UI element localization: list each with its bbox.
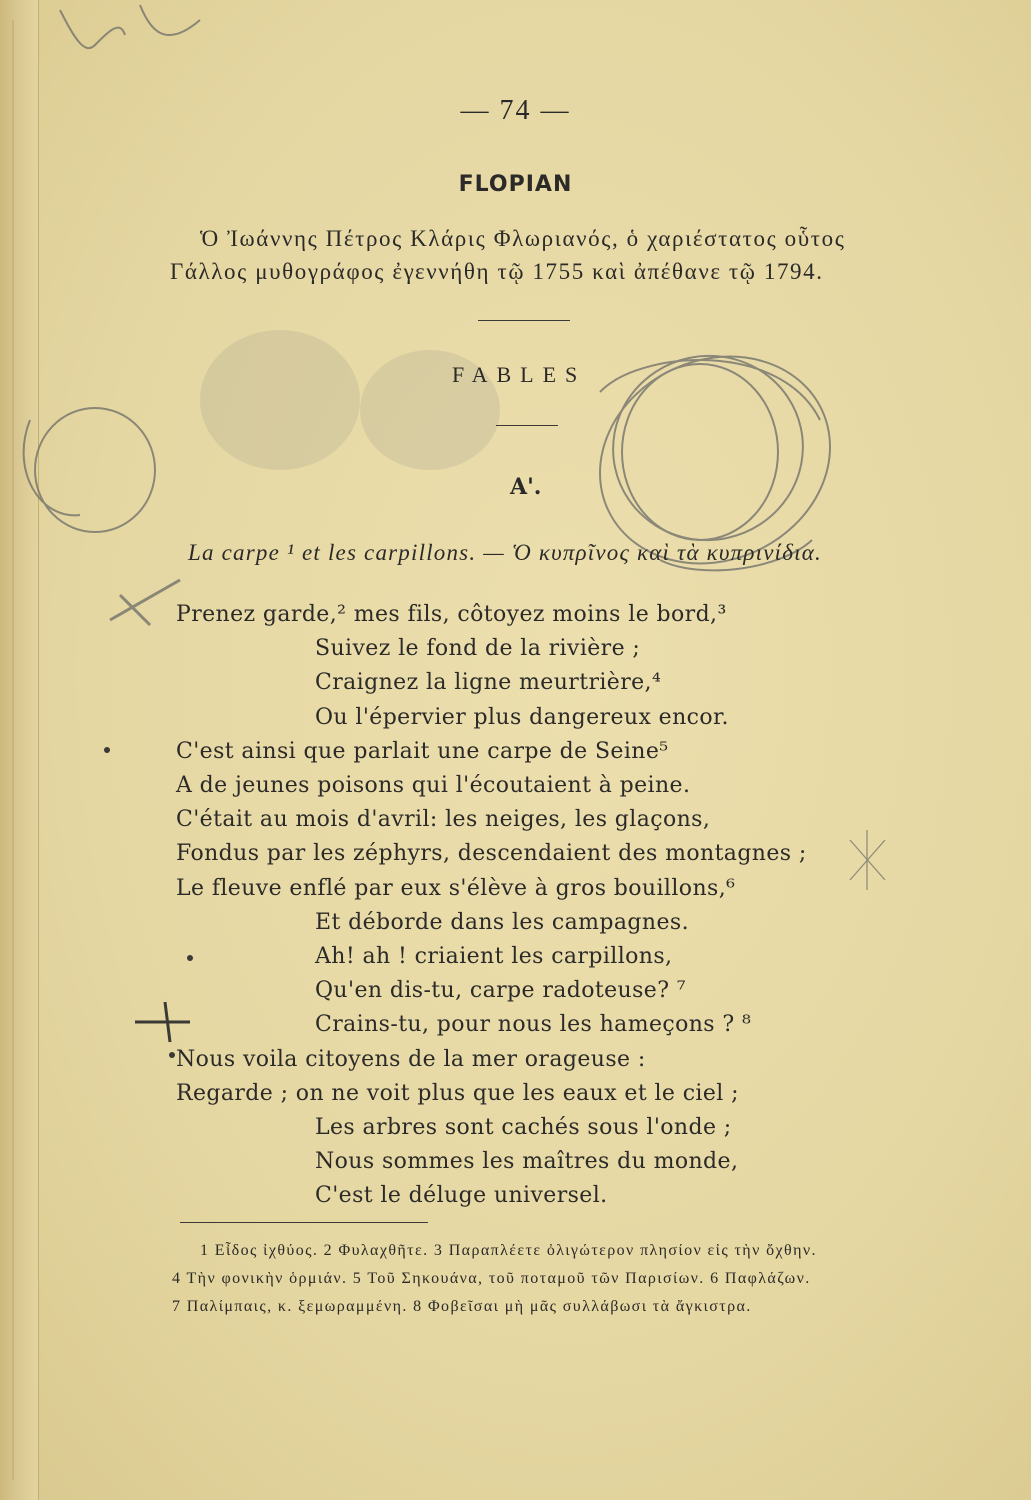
poem-line: Qu'en dis-tu, carpe radoteuse? ⁷ <box>315 978 687 1003</box>
page-number: — 74 — <box>460 95 571 126</box>
intro-line: Γάλλος μυθογράφος ἐγεννήθη τῷ 1755 καὶ ἀπέθανε τῷ 1794. <box>170 259 824 284</box>
fable-number: A'. <box>510 474 542 500</box>
poem-line: C'était au mois d'avril: les neiges, les glaçons, <box>176 807 711 832</box>
footnote-line: 1 Εἶδος ἰχθύος. 2 Φυλαχθῆτε. 3 Παραπλέετε ὀλιγώτερον πλησίον εἰς τὴν ὄχθην. <box>200 1242 817 1259</box>
poem-line: Le fleuve enflé par eux s'élève à gros bouillons,⁶ <box>176 876 736 901</box>
poem-line: C'est le déluge universel. <box>315 1183 608 1208</box>
footnote-line: 7 Παλίμπαις, κ. ξεμωραμμένη. 8 Φοβεῖσαι μὴ μᾶς συλλάβωσι τὰ ἄγκιστρα. <box>172 1298 752 1315</box>
divider-rule <box>496 425 558 426</box>
section-title: FABLES <box>452 362 587 387</box>
divider-rule <box>478 320 570 321</box>
poem-line: Nous voila citoyens de la mer orageuse : <box>176 1047 646 1072</box>
footnote-rule <box>180 1222 428 1223</box>
poem-line: Fondus par les zéphyrs, descendaient des montagnes ; <box>176 841 807 866</box>
fable-title: La carpe ¹ et les carpillons. — Ὁ κυπρῖνος καὶ τὰ κυπρινίδια. <box>188 540 822 565</box>
poem-line: Crains-tu, pour nous les hameçons ? ⁸ <box>315 1012 752 1037</box>
intro-line: Ὁ Ἰωάννης Πέτρος Κλάρις Φλωριανός, ὁ χαριέστατος οὗτος <box>200 226 846 251</box>
author-heading: FLOPIAN <box>458 172 573 197</box>
poem-line: A de jeunes poisons qui l'écoutaient à peine. <box>176 773 691 798</box>
page-stack-edge-line <box>12 20 14 1480</box>
poem-line: Ah! ah ! criaient les carpillons, <box>315 944 673 969</box>
poem-line: C'est ainsi que parlait une carpe de Seine⁵ <box>176 739 669 764</box>
page-stack-edge <box>0 0 39 1500</box>
poem-line: Et déborde dans les campagnes. <box>315 910 689 935</box>
poem-line: Craignez la ligne meurtrière,⁴ <box>315 670 662 695</box>
poem-line: Ou l'épervier plus dangereux encor. <box>315 705 729 730</box>
poem-line: Les arbres sont cachés sous l'onde ; <box>315 1115 732 1140</box>
poem-line: Prenez garde,² mes fils, côtoyez moins le bord,³ <box>176 602 727 627</box>
poem-line: Suivez le fond de la rivière ; <box>315 636 641 661</box>
poem-line: Regarde ; on ne voit plus que les eaux et le ciel ; <box>176 1081 739 1106</box>
footnote-line: 4 Τὴν φονικὴν ὁρμιάν. 5 Τοῦ Σηκουάνα, τοῦ ποταμοῦ τῶν Παρισίων. 6 Παφλάζων. <box>172 1270 811 1287</box>
poem-line: Nous sommes les maîtres du monde, <box>315 1149 739 1174</box>
